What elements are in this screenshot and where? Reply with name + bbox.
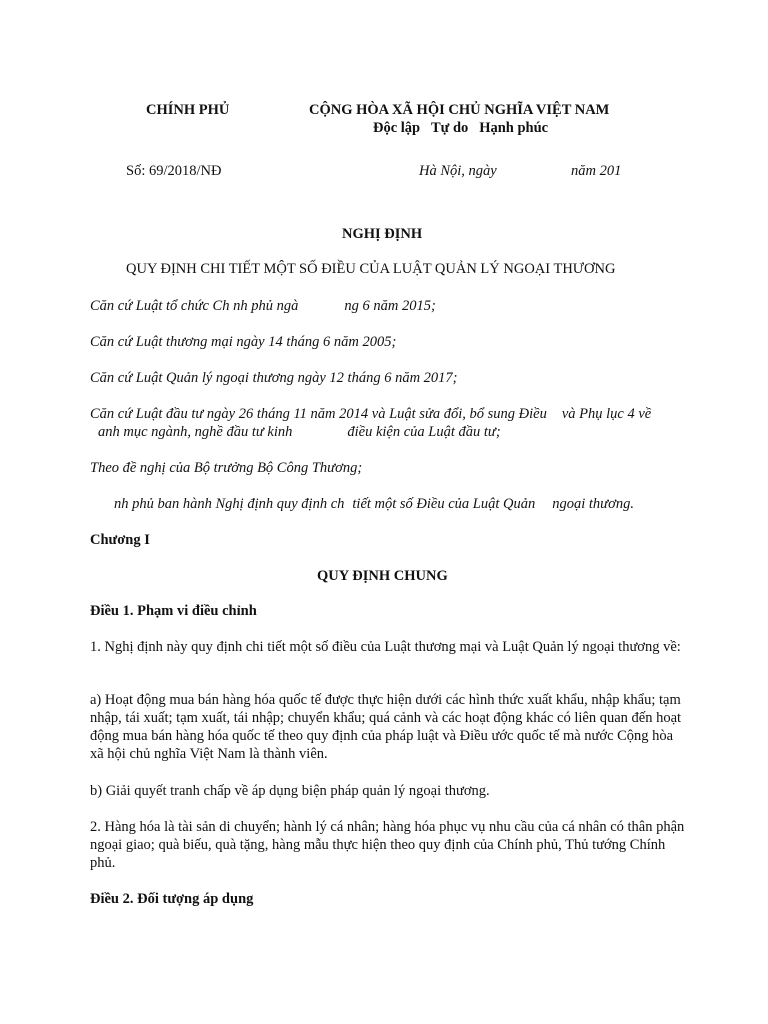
legal-basis-4-part-a: Căn cứ Luật đầu tư ngày 26 tháng 11 năm 2014 và Luật sửa đổi, bổ sung Điều — [90, 406, 547, 422]
legal-basis-1-start: Căn cứ Luật tổ chức Ch nh phủ ngà — [90, 298, 299, 314]
place-date-end: năm 201 — [571, 163, 622, 179]
article-1-point-b: b) Giải quyết tranh chấp về áp dụng biện pháp quản lý ngoại thương. — [90, 783, 490, 799]
motto — [373, 119, 548, 137]
issuing-agency: CHÍNH PHỦ — [146, 102, 230, 118]
legal-basis-4-part-d: điều kiện của Luật đầu tư; — [347, 424, 501, 440]
legal-basis-1-end: ng 6 năm 2015; — [344, 298, 436, 314]
motto-happiness: Hạnh phúc — [479, 120, 549, 136]
chapter-title: QUY ĐỊNH CHUNG — [317, 568, 448, 584]
article-1-clause-2: 2. Hàng hóa là tài sản di chuyển; hành lý cá nhân; hàng hóa phục vụ nhu cầu của cá nhân có thân phận ngoại giao; quà biếu, quà tặng, hàng mẫu thực hiện theo quy định của Chính phủ, Thủ tướng Chính phủ. — [90, 819, 685, 871]
place-date-start: Hà Nội, ngày — [419, 163, 497, 179]
legal-basis-4-line-1 — [90, 405, 651, 423]
legal-basis-4-part-b: và Phụ lục 4 về — [561, 406, 652, 422]
article-1-point-a: a) Hoạt động mua bán hàng hóa quốc tế được thực hiện dưới các hình thức xuất khẩu, nhập khẩu; tạm nhập, tái xuất; tạm xuất, tái nhập; chuyển khẩu; quá cảnh và các hoạt động khác có liên quan đến hoạt động mua bán hàng hóa quốc tế theo quy định của pháp luật và Điều ước quốc tế mà nước Cộng hòa xã hội chủ nghĩa Việt Nam là thành viên. — [90, 692, 682, 762]
legal-basis-3: Căn cứ Luật Quản lý ngoại thương ngày 12 tháng 6 năm 2017; — [90, 370, 458, 386]
motto-freedom: Tự do — [431, 120, 469, 136]
document-number: Số: 69/2018/NĐ — [126, 163, 222, 179]
chapter-label: Chương I — [90, 532, 150, 548]
proposal-line: Theo đề nghị của Bộ trưởng Bộ Công Thương; — [90, 460, 363, 476]
article-1-heading: Điều 1. Phạm vi điều chỉnh — [90, 603, 257, 619]
legal-basis-1 — [90, 297, 436, 315]
article-1-clause-1: 1. Nghị định này quy định chi tiết một số điều của Luật thương mại và Luật Quản lý ngoại thương về: — [90, 639, 681, 655]
national-title: CỘNG HÒA XÃ HỘI CHỦ NGHĨA VIỆT NAM — [309, 102, 610, 118]
legal-basis-2: Căn cứ Luật thương mại ngày 14 tháng 6 năm 2005; — [90, 334, 397, 350]
article-2-heading: Điều 2. Đối tượng áp dụng — [90, 891, 254, 907]
document-subject: QUY ĐỊNH CHI TIẾT MỘT SỐ ĐIỀU CỦA LUẬT QUẢN LÝ NGOẠI THƯƠNG — [126, 261, 616, 277]
legal-basis-4-part-c: anh mục ngành, nghề đầu tư kinh — [98, 424, 293, 440]
legal-basis-4-line-2 — [98, 423, 501, 441]
enactment-part-a: nh phủ ban hành Nghị định quy định ch — [114, 496, 345, 512]
document-type: NGHỊ ĐỊNH — [342, 226, 423, 242]
enactment-part-b: tiết một số Điều của Luật Quản — [352, 496, 536, 512]
motto-independence: Độc lập — [373, 120, 421, 136]
enactment-line — [114, 495, 634, 513]
enactment-part-c: ngoại thương. — [552, 496, 634, 512]
